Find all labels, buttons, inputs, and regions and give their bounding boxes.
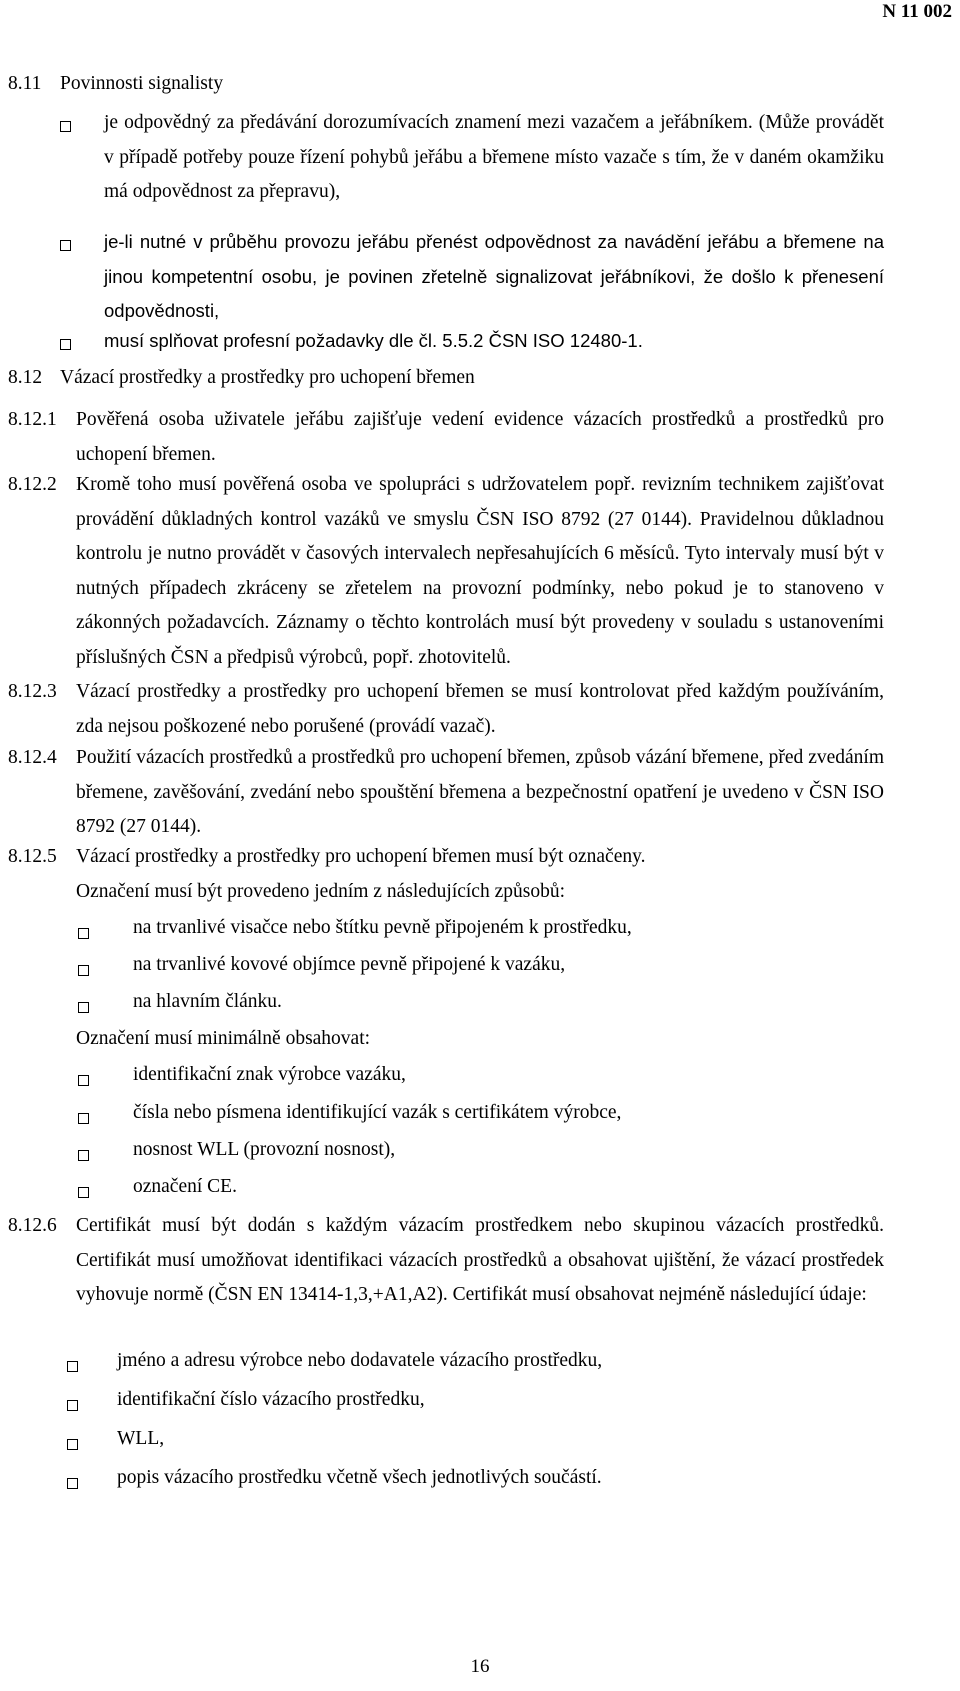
checkbox-bullet-icon <box>60 339 71 350</box>
paragraph-text: Použití vázacích prostředků a prostředků pro uchopení břemen, způsob vázání břemene, před zvedáním břemene, zavěšování, zvedání nebo spouštění břemena a bezpečnostní opatření je uvedeno v ČSN ISO 8792 (27 0144). <box>76 747 884 837</box>
checkbox-bullet-icon <box>60 240 71 251</box>
list-item: čísla nebo písmena identifikující vazák s certifikátem výrobce, <box>133 1102 622 1123</box>
paragraph-text: Vázací prostředky a prostředky pro uchopení břemen musí být označeny. <box>76 846 646 867</box>
section-number: 8.12 <box>8 367 43 388</box>
checkbox-bullet-icon <box>78 1075 89 1086</box>
checkbox-bullet-icon <box>78 1187 89 1198</box>
document-id: N 11 002 <box>882 1 952 22</box>
paragraph-text: Pověřená osoba uživatele jeřábu zajišťuje vedení evidence vázacích prostředků a prostředků pro uchopení břemen. <box>76 409 884 465</box>
section-heading-8-11 <box>8 67 223 102</box>
list-item: nosnost WLL (provozní nosnost), <box>133 1139 396 1160</box>
list-item: je-li nutné v průběhu provozu jeřábu přenést odpovědnost za navádění jeřábu a břemene na jinou kompetentní osobu, je povinen zřetelně signalizovat jeřábníkovi, že došlo k přenesení odpovědnosti, <box>104 231 884 321</box>
list-item: musí splňovat profesní požadavky dle čl. 5.5.2 ČSN ISO 12480-1. <box>104 330 643 351</box>
list-item: WLL, <box>117 1428 165 1449</box>
checkbox-bullet-icon <box>60 121 71 132</box>
list-item: jméno a adresu výrobce nebo dodavatele vázacího prostředku, <box>117 1350 603 1371</box>
paragraph-number: 8.12.6 <box>8 1215 57 1236</box>
checkbox-bullet-icon <box>67 1361 78 1372</box>
list-item: popis vázacího prostředku včetně všech jednotlivých součástí. <box>117 1467 602 1488</box>
checkbox-bullet-icon <box>78 1113 89 1124</box>
paragraph-number: 8.12.4 <box>8 747 57 768</box>
paragraph-number: 8.12.1 <box>8 409 57 430</box>
section-title: Povinnosti signalisty <box>60 73 224 94</box>
list-item: na hlavním článku. <box>133 991 282 1012</box>
list-item: označení CE. <box>133 1176 237 1197</box>
list-item: identifikační číslo vázacího prostředku, <box>117 1389 425 1410</box>
checkbox-bullet-icon <box>67 1478 78 1489</box>
section-heading-8-12 <box>8 361 475 396</box>
checkbox-bullet-icon <box>78 1002 89 1013</box>
checkbox-bullet-icon <box>67 1400 78 1411</box>
section-title: Vázací prostředky a prostředky pro uchopení břemen <box>60 367 475 388</box>
checkbox-bullet-icon <box>78 1150 89 1161</box>
list-intro: Označení musí minimálně obsahovat: <box>76 1028 371 1049</box>
list-item: je odpovědný za předávání dorozumívacích znamení mezi vazačem a jeřábníkem. (Může provádět v případě potřeby pouze řízení pohybů jeřábu a břemene místo vazače s tím, že v daném okamžiku má odpovědnost za přepravu), <box>104 112 884 202</box>
paragraph-text: Vázací prostředky a prostředky pro uchopení břemen se musí kontrolovat před každým používáním, zda nejsou poškozené nebo porušené (provádí vazač). <box>76 681 884 737</box>
page-number: 16 <box>470 1656 490 1677</box>
paragraph-number: 8.12.3 <box>8 681 57 702</box>
paragraph-text: Kromě toho musí pověřená osoba ve spolupráci s udržovatelem popř. revizním technikem zajišťovat provádění důkladných kontrol vazáků ve smyslu ČSN ISO 8792 (27 0144). Pravidelnou důkladnou kontrolu je nutno provádět v časových intervalech nepřesahujících 6 měsíců. Tyto intervaly musí být v nutných případech zkráceny se zřetelem na provozní podmínky, nebo pokud je to stanoveno v zákonných požadavcích. Záznamy o těchto kontrolách musí být provedeny v souladu s ustanoveními příslušných ČSN a předpisů výrobců, popř. zhotovitelů. <box>76 474 884 668</box>
list-item: identifikační znak výrobce vazáku, <box>133 1064 406 1085</box>
list-item: na trvanlivé visačce nebo štítku pevně připojeném k prostředku, <box>133 917 632 938</box>
paragraph-text: Certifikát musí být dodán s každým vázacím prostředkem nebo skupinou vázacích prostředků. Certifikát musí umožňovat identifikaci vázacích prostředků a obsahovat ujištění, že vázací prostředek vyhovuje normě (ČSN EN 13414-1,3,+A1,A2). Certifikát musí obsahovat nejméně následující údaje: <box>76 1215 884 1305</box>
list-item: na trvanlivé kovové objímce pevně připojené k vazáku, <box>133 954 566 975</box>
paragraph-number: 8.12.5 <box>8 846 57 867</box>
checkbox-bullet-icon <box>67 1439 78 1450</box>
section-number: 8.11 <box>8 73 42 94</box>
list-intro: Označení musí být provedeno jedním z následujících způsobů: <box>76 881 565 902</box>
paragraph-number: 8.12.2 <box>8 474 57 495</box>
checkbox-bullet-icon <box>78 965 89 976</box>
checkbox-bullet-icon <box>78 928 89 939</box>
